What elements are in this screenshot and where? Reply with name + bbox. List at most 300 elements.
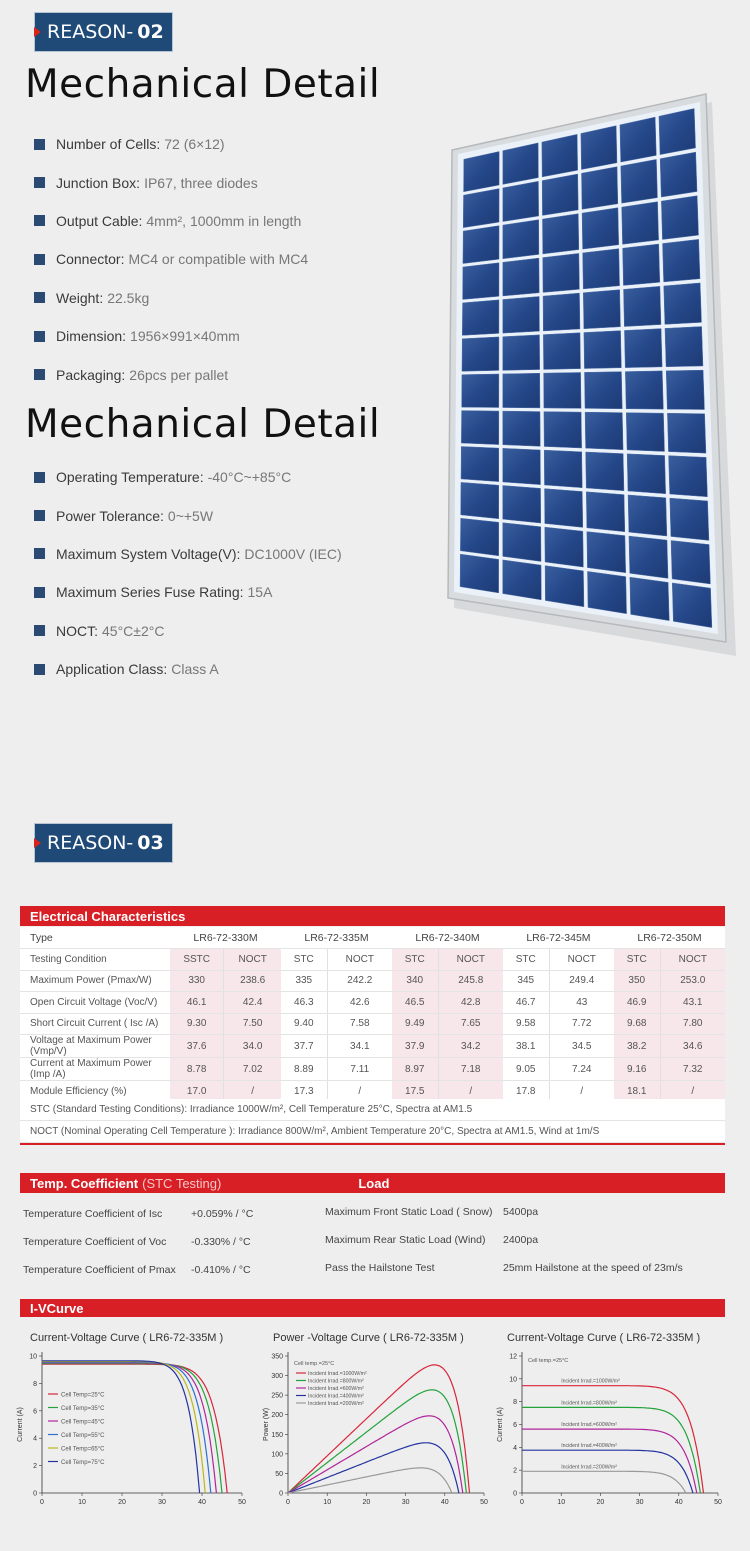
solar-panel-image: [440, 90, 730, 670]
spec-value: 45°C±2°C: [102, 622, 165, 639]
table-cell: STC: [281, 949, 327, 971]
spec-label: Packaging:: [56, 366, 126, 383]
table-cell: 7.02: [224, 1058, 281, 1081]
table-cell: 34.6: [660, 1035, 725, 1058]
y-tick-label: 150: [271, 1431, 283, 1439]
type-label: Type: [20, 927, 170, 949]
solar-cell: [581, 167, 617, 210]
series-line: [42, 1362, 211, 1493]
table-cell: 345: [503, 970, 549, 992]
solar-cell: [628, 495, 667, 536]
table-cell: 34.1: [327, 1035, 392, 1058]
table-cell: 335: [281, 970, 327, 992]
table-cell: 9.68: [614, 1013, 660, 1035]
table-cell: 350: [614, 970, 660, 992]
load-label: Pass the Hailstone Test: [325, 1262, 435, 1274]
temp-coeff-value: +0.059% / °C: [191, 1208, 254, 1220]
table-cell: 42.6: [327, 992, 392, 1014]
legend-label: Incident Irrad.=1000W/m²: [308, 1371, 367, 1377]
bullet-icon: [34, 331, 45, 342]
spec-item: [34, 650, 434, 688]
mechanical-title-2: Mechanical Detail: [25, 402, 381, 447]
spec-item: [34, 573, 434, 611]
y-tick-label: 8: [33, 1380, 37, 1388]
x-tick-label: 0: [40, 1499, 44, 1506]
spec-label: Operating Temperature:: [56, 469, 204, 486]
table-cell: 9.05: [503, 1058, 549, 1081]
solar-cell: [503, 220, 539, 259]
solar-cell: [630, 577, 669, 620]
solar-cell: [669, 456, 708, 497]
load-label: Maximum Front Static Load ( Snow): [325, 1206, 493, 1218]
temp-load-header: [20, 1173, 725, 1193]
table-cell: SSTC: [170, 949, 224, 971]
spec-item: [34, 535, 434, 573]
spec-value: IP67, three diodes: [144, 174, 258, 191]
solar-cell: [624, 286, 661, 326]
arrow-icon: [34, 27, 41, 37]
arrow-icon: [34, 838, 41, 848]
spec-label: Output Cable:: [56, 212, 143, 229]
table-cell: 7.18: [438, 1058, 503, 1081]
load-label: Maximum Rear Static Load (Wind): [325, 1234, 486, 1246]
solar-cell: [545, 489, 583, 528]
bullet-icon: [34, 510, 45, 521]
spec-item: [34, 355, 434, 393]
y-tick-label: 0: [513, 1490, 517, 1498]
table-cell: 37.6: [170, 1035, 224, 1058]
divider: [20, 1143, 725, 1145]
solar-cell: [543, 333, 580, 370]
reason-label: REASON-: [47, 21, 134, 43]
iv-curve-header: I-VCurve: [20, 1299, 725, 1317]
table-cell: 7.32: [660, 1058, 725, 1081]
bullet-icon: [34, 587, 45, 598]
legend-label: Incident Irrad.=800W/m²: [308, 1378, 364, 1385]
solar-cell: [463, 189, 499, 228]
table-cell: 17.0: [170, 1081, 224, 1103]
solar-cell: [623, 244, 660, 285]
series-label: Incident Irrad.=400W/m²: [561, 1443, 617, 1450]
spec-label: Junction Box:: [56, 174, 141, 191]
table-cell: 9.16: [614, 1058, 660, 1081]
table-cell: 46.7: [503, 992, 549, 1014]
table-cell: 18.1: [614, 1081, 660, 1103]
row-label: Testing Condition: [20, 949, 170, 971]
table-cell: NOCT: [224, 949, 281, 971]
bullet-icon: [34, 254, 45, 265]
solar-cell: [545, 566, 584, 607]
load-title: Load: [358, 1175, 390, 1191]
spec-value: -40°C~+85°C: [207, 469, 292, 486]
x-tick-label: 40: [674, 1499, 683, 1506]
series-label: Incident Irrad.=800W/m²: [561, 1400, 617, 1407]
x-tick-label: 10: [78, 1499, 86, 1506]
solar-cell: [659, 109, 696, 155]
table-cell: 17.3: [281, 1081, 327, 1103]
table-cell: 7.24: [549, 1058, 614, 1081]
solar-cell: [583, 290, 620, 329]
series-label: Incident Irrad.=600W/m²: [561, 1422, 617, 1429]
table-cell: 42.8: [438, 992, 503, 1014]
y-tick-label: 6: [33, 1408, 37, 1416]
table-cell: /: [224, 1081, 281, 1103]
solar-cell: [544, 450, 582, 488]
solar-cell: [463, 263, 499, 300]
table-cell: 8.97: [392, 1058, 438, 1081]
solar-cell: [462, 300, 499, 336]
row-label: Current at Maximum Power (Imp /A): [20, 1058, 170, 1081]
spec-item: [34, 317, 434, 355]
table-cell: NOCT: [327, 949, 392, 971]
table-cell: 42.4: [224, 992, 281, 1014]
series-line: [522, 1429, 697, 1493]
table-cell: 9.30: [170, 1013, 224, 1035]
legend-label: Incident Irrad.=600W/m²: [308, 1386, 364, 1392]
load-value: 5400pa: [503, 1206, 539, 1218]
table-cell: 9.58: [503, 1013, 549, 1035]
electrical-table: [20, 927, 725, 1103]
spec-value: MC4 or compatible with MC4: [128, 251, 309, 268]
mechanical-spec-list-1: [34, 125, 434, 394]
y-axis-label: Current (A): [17, 1407, 24, 1442]
spec-label: Number of Cells:: [56, 136, 161, 153]
solar-cell: [542, 174, 578, 215]
y-tick-label: 250: [271, 1392, 283, 1400]
solar-cell: [664, 283, 702, 324]
x-tick-label: 30: [158, 1499, 166, 1506]
solar-cell: [544, 412, 582, 448]
table-row: [20, 992, 725, 1014]
table-cell: 8.78: [170, 1058, 224, 1081]
bullet-icon: [34, 369, 45, 380]
table-cell: 7.80: [660, 1013, 725, 1035]
legend-title: Cell temp.=25°C: [294, 1361, 335, 1367]
spec-label: Maximum System Voltage(V):: [56, 545, 241, 562]
temp-coeff-value: -0.330% / °C: [191, 1236, 251, 1248]
load-value: 25mm Hailstone at the speed of 23m/s: [503, 1262, 683, 1274]
reason-number: 03: [137, 832, 164, 854]
mechanical-title-1: Mechanical Detail: [25, 62, 381, 107]
x-tick-label: 10: [557, 1499, 566, 1506]
legend-label: Cell Temp=25°C: [61, 1392, 105, 1399]
x-tick-label: 10: [323, 1499, 332, 1506]
x-tick-label: 0: [520, 1499, 524, 1506]
bullet-icon: [34, 664, 45, 675]
solar-cell: [542, 214, 578, 254]
spec-item: [34, 612, 434, 650]
table-cell: /: [438, 1081, 503, 1103]
solar-cell: [621, 159, 658, 203]
temp-coeff-label: Temperature Coefficient of Pmax: [23, 1264, 176, 1276]
solar-cell: [663, 239, 700, 282]
spec-item: [34, 125, 434, 163]
solar-cell: [503, 181, 539, 221]
spec-value: DC1000V (IEC): [244, 545, 342, 562]
spec-label: Dimension:: [56, 328, 127, 345]
series-label: Incident Irrad.=200W/m²: [561, 1464, 617, 1471]
y-tick-label: 100: [271, 1451, 283, 1459]
table-cell: 7.72: [549, 1013, 614, 1035]
temp-subtitle: (STC Testing): [142, 1175, 222, 1191]
legend-label: Cell Temp=55°C: [61, 1433, 105, 1439]
bullet-icon: [34, 139, 45, 150]
solar-cell: [627, 454, 666, 494]
solar-cell: [503, 486, 541, 524]
reason-02-badge: [34, 12, 173, 52]
table-row: [20, 1035, 725, 1058]
solar-cell: [543, 253, 580, 292]
chart-title-2: Power -Voltage Curve ( LR6-72-335M ): [273, 1332, 464, 1344]
legend-label: Cell Temp=35°C: [61, 1406, 105, 1412]
table-cell: 340: [392, 970, 438, 992]
spec-item: [34, 496, 434, 534]
mechanical-spec-list-2: [34, 458, 434, 688]
row-label: Short Circuit Current ( Isc /A): [20, 1013, 170, 1035]
spec-label: Power Tolerance:: [56, 507, 164, 524]
table-row: [20, 949, 725, 971]
stc-note: STC (Standard Testing Conditions): Irradiance 1000W/m², Cell Temperature 25°C, Spectra at AM1.5: [20, 1099, 725, 1121]
solar-cell: [543, 293, 580, 331]
y-tick-label: 10: [29, 1353, 37, 1361]
solar-cell: [583, 249, 620, 289]
legend-label: Incident Irrad.=200W/m²: [308, 1401, 364, 1407]
solar-cell: [666, 370, 704, 409]
spec-value: 15A: [247, 584, 273, 601]
pv-irradiance-chart: [254, 1350, 494, 1510]
y-tick-label: 4: [513, 1444, 517, 1452]
solar-cell: [503, 411, 540, 446]
x-tick-label: 20: [596, 1499, 605, 1506]
solar-cell: [660, 152, 697, 197]
series-line: [288, 1443, 459, 1493]
reason-number: 02: [137, 21, 164, 43]
y-tick-label: 50: [275, 1470, 283, 1478]
table-cell: STC: [392, 949, 438, 971]
table-cell: 253.0: [660, 970, 725, 992]
y-tick-label: 300: [271, 1373, 283, 1381]
bullet-icon: [34, 472, 45, 483]
iv-irradiance-chart: [494, 1350, 726, 1510]
y-tick-label: 350: [271, 1353, 283, 1361]
table-cell: 7.50: [224, 1013, 281, 1035]
table-cell: 17.5: [392, 1081, 438, 1103]
spec-label: Application Class:: [56, 661, 168, 678]
solar-cell: [461, 482, 499, 518]
legend-label: Cell Temp=75°C: [61, 1460, 105, 1466]
table-cell: 46.9: [614, 992, 660, 1014]
table-row: [20, 1013, 725, 1035]
model-header: LR6-72-345M: [503, 927, 614, 949]
table-cell: 7.58: [327, 1013, 392, 1035]
legend-label: Incident Irrad.=400W/m²: [308, 1393, 364, 1400]
solar-cell: [503, 335, 540, 371]
table-cell: 38.1: [503, 1035, 549, 1058]
row-label: Open Circuit Voltage (Voc/V): [20, 992, 170, 1014]
y-tick-label: 200: [271, 1412, 283, 1420]
solar-cell: [462, 374, 499, 408]
solar-cell: [503, 560, 542, 600]
chart-title-1: Current-Voltage Curve ( LR6-72-335M ): [30, 1332, 224, 1344]
spec-item: [34, 163, 434, 201]
reason-label: REASON-: [47, 832, 134, 854]
table-cell: 37.7: [281, 1035, 327, 1058]
solar-cell: [584, 331, 621, 369]
solar-cell: [503, 448, 541, 484]
table-row: [20, 1058, 725, 1081]
x-tick-label: 50: [714, 1499, 722, 1506]
table-cell: 7.11: [327, 1058, 392, 1081]
model-header: LR6-72-350M: [614, 927, 725, 949]
table-cell: 238.6: [224, 970, 281, 992]
table-row: [20, 970, 725, 992]
legend-title: Cell temp.=25°C: [528, 1358, 569, 1364]
table-cell: 34.5: [549, 1035, 614, 1058]
y-tick-label: 4: [33, 1435, 37, 1443]
table-cell: 46.1: [170, 992, 224, 1014]
table-cell: NOCT: [438, 949, 503, 971]
y-axis-label: Power (W): [263, 1407, 270, 1442]
solar-cell: [622, 202, 659, 245]
table-cell: STC: [503, 949, 549, 971]
y-tick-label: 10: [509, 1376, 517, 1384]
table-cell: 245.8: [438, 970, 503, 992]
table-cell: 34.0: [224, 1035, 281, 1058]
table-cell: /: [327, 1081, 392, 1103]
solar-cell: [463, 226, 499, 264]
solar-cell: [545, 527, 584, 567]
y-tick-label: 0: [279, 1490, 283, 1498]
spec-value: 0~+5W: [167, 507, 214, 524]
chart-title-3: Current-Voltage Curve ( LR6-72-335M ): [507, 1332, 701, 1344]
spec-value: 1956×991×40mm: [130, 328, 240, 345]
solar-cell: [626, 413, 664, 452]
noct-note: NOCT (Nominal Operating Cell Temperature ): Irradiance 800W/m², Ambient Temperature 20°C, Spectra at AM1.5, Wind at 1m/S: [20, 1121, 725, 1143]
row-label: Maximum Power (Pmax/W): [20, 970, 170, 992]
temp-coeff-label: Temperature Coefficient of Voc: [23, 1236, 167, 1248]
spec-label: Maximum Series Fuse Rating:: [56, 584, 244, 601]
iv-temp-chart: [18, 1350, 250, 1510]
bullet-icon: [34, 177, 45, 188]
table-cell: 37.9: [392, 1035, 438, 1058]
solar-cell: [624, 329, 662, 368]
temp-title: Temp. Coefficient: [30, 1175, 139, 1191]
table-cell: /: [660, 1081, 725, 1103]
spec-item: [34, 458, 434, 496]
legend-label: Cell Temp=45°C: [61, 1419, 105, 1426]
solar-cell: [586, 452, 624, 491]
solar-cell: [544, 372, 581, 408]
spec-item: [34, 279, 434, 317]
spec-value: Class A: [171, 661, 219, 678]
table-cell: 242.2: [327, 970, 392, 992]
model-header: LR6-72-330M: [170, 927, 281, 949]
solar-cell: [625, 371, 663, 409]
model-header: LR6-72-335M: [281, 927, 392, 949]
table-cell: 17.8: [503, 1081, 549, 1103]
spec-value: 72 (6×12): [164, 136, 225, 153]
solar-cell: [581, 126, 617, 170]
solar-cell: [672, 583, 712, 628]
load-value: 2400pa: [503, 1234, 539, 1246]
y-tick-label: 0: [33, 1490, 37, 1498]
bullet-icon: [34, 548, 45, 559]
y-tick-label: 2: [513, 1467, 517, 1475]
spec-label: NOCT:: [56, 622, 98, 639]
solar-cell: [460, 554, 499, 593]
series-line: [288, 1416, 463, 1493]
table-cell: 34.2: [438, 1035, 503, 1058]
solar-cell: [460, 518, 498, 556]
series-label: Incident Irrad.=1000W/m²: [561, 1378, 620, 1385]
bullet-icon: [34, 625, 45, 636]
table-cell: 330: [170, 970, 224, 992]
table-cell: STC: [614, 949, 660, 971]
solar-cell: [586, 492, 625, 532]
electrical-header: Electrical Characteristics: [20, 906, 725, 926]
table-cell: 46.3: [281, 992, 327, 1014]
reason-03-badge: [34, 823, 173, 863]
y-tick-label: 12: [509, 1353, 517, 1361]
solar-cell: [629, 536, 668, 578]
solar-cell: [503, 258, 539, 296]
spec-label: Connector:: [56, 251, 125, 268]
row-label: Voltage at Maximum Power (Vmp/V): [20, 1035, 170, 1058]
spec-value: 4mm², 1000mm in length: [146, 212, 302, 229]
solar-cell: [462, 337, 499, 371]
solar-cell: [503, 523, 541, 562]
x-tick-label: 20: [362, 1499, 371, 1506]
solar-cell: [503, 373, 540, 408]
x-tick-label: 20: [118, 1499, 126, 1506]
solar-cell: [620, 117, 656, 162]
table-cell: 43.1: [660, 992, 725, 1014]
y-tick-label: 6: [513, 1422, 517, 1429]
x-tick-label: 30: [635, 1499, 644, 1506]
series-line: [288, 1468, 452, 1493]
x-tick-label: 40: [440, 1499, 449, 1506]
table-cell: 46.5: [392, 992, 438, 1014]
solar-cell: [461, 446, 499, 481]
table-cell: 9.40: [281, 1013, 327, 1035]
table-cell: 7.65: [438, 1013, 503, 1035]
table-cell: 9.49: [392, 1013, 438, 1035]
x-tick-label: 40: [198, 1499, 206, 1506]
x-tick-label: 0: [286, 1499, 290, 1506]
spec-item: [34, 202, 434, 240]
model-header: LR6-72-340M: [392, 927, 503, 949]
solar-cell: [587, 571, 626, 613]
legend-label: Cell Temp=65°C: [61, 1446, 105, 1453]
solar-cell: [584, 372, 622, 409]
table-cell: /: [549, 1081, 614, 1103]
solar-cell: [585, 412, 623, 450]
series-line: [42, 1361, 200, 1493]
series-line: [42, 1362, 205, 1494]
series-line: [522, 1471, 686, 1493]
table-cell: NOCT: [660, 949, 725, 971]
solar-cell: [661, 196, 698, 240]
table-cell: 38.2: [614, 1035, 660, 1058]
temp-coeff-value: -0.410% / °C: [191, 1264, 251, 1276]
spec-label: Weight:: [56, 289, 104, 306]
x-tick-label: 50: [238, 1499, 246, 1506]
solar-cell: [461, 411, 498, 445]
solar-cell: [667, 413, 706, 453]
table-cell: NOCT: [549, 949, 614, 971]
temp-coeff-label: Temperature Coefficient of Isc: [23, 1208, 163, 1220]
table-cell: 249.4: [549, 970, 614, 992]
